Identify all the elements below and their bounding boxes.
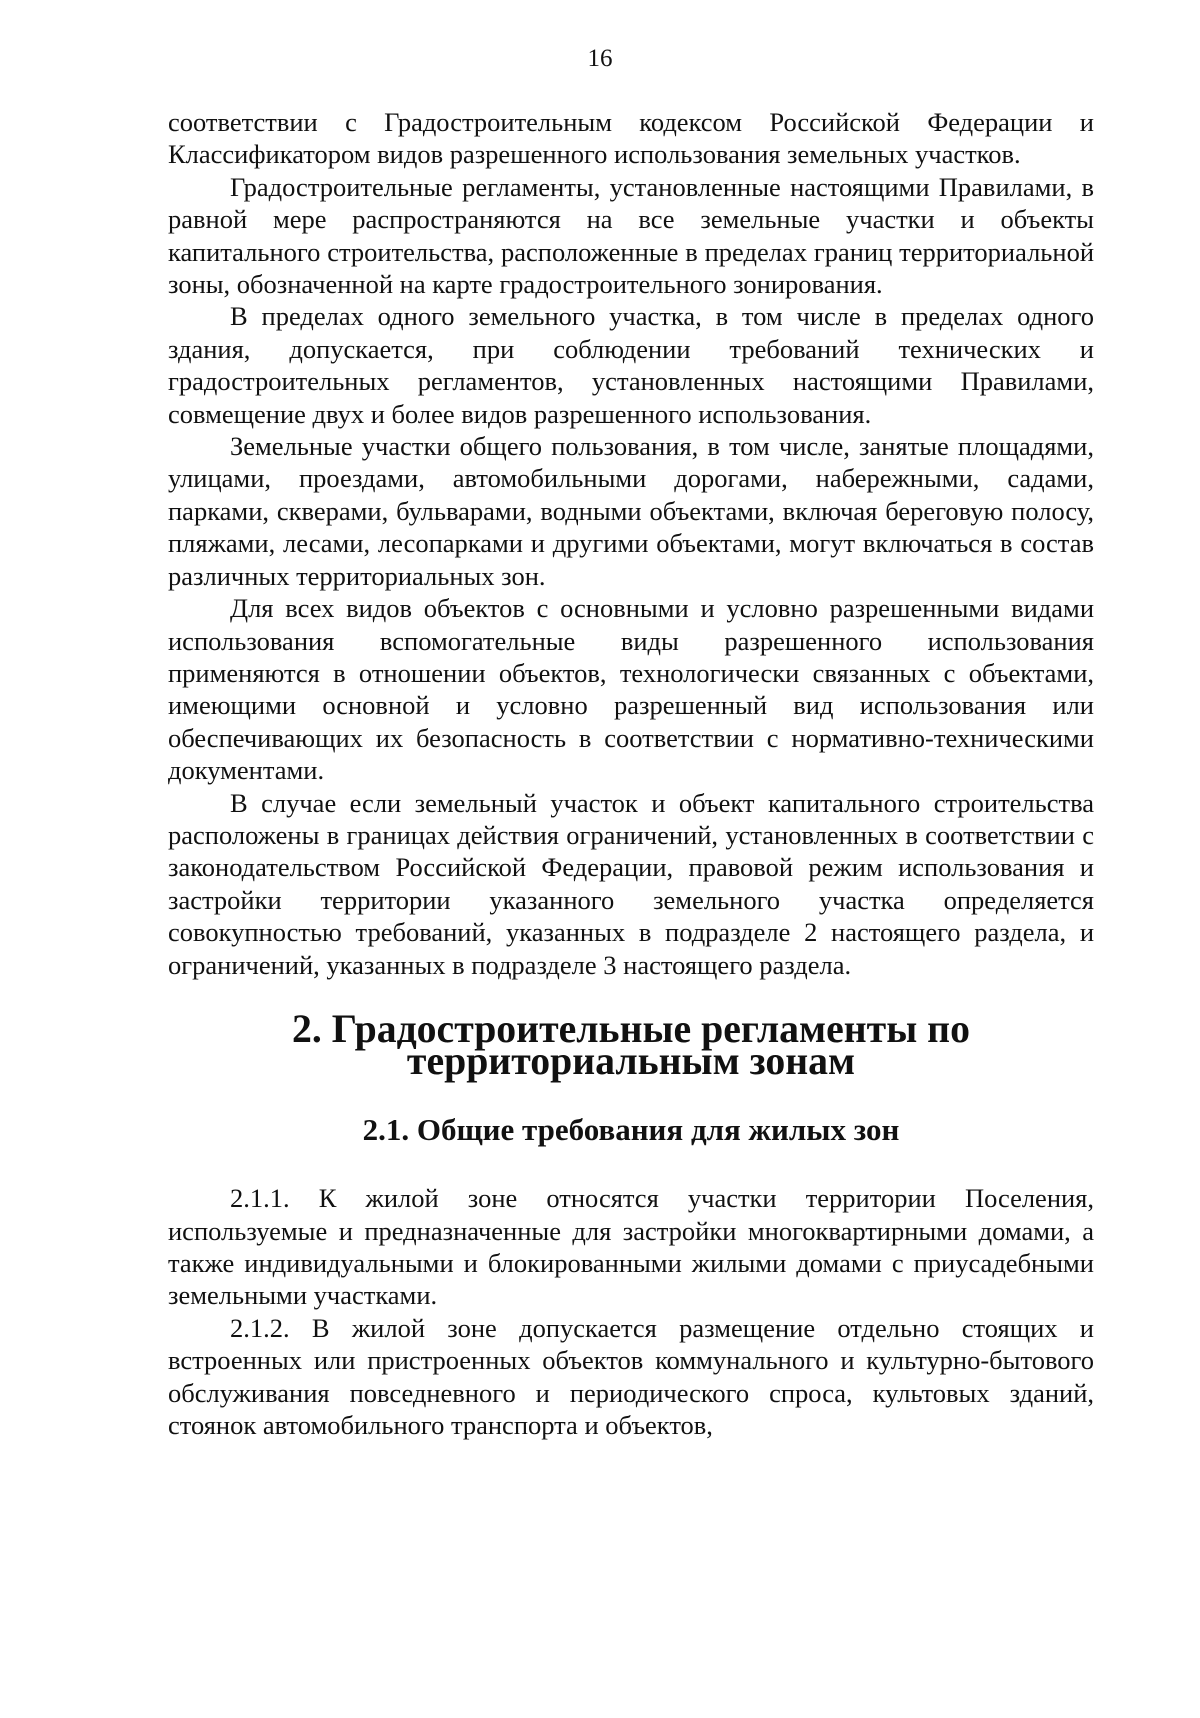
document-body	[168, 106, 1094, 1441]
subsection-heading: 2.1. Общие требования для жилых зон	[362, 1111, 900, 1147]
paragraph: 2.1.1. К жилой зоне относятся участки территории Поселения, используемые и предназначенные для застройки многоквартирными домами, а также индивидуальными и блокированными жилыми домами с приусадебными земельными участками.	[168, 1183, 1094, 1311]
paragraph: Для всех видов объектов с основными и условно разрешенными видами использования вспомогательные виды разрешенного использования применяются в отношении объектов, технологически связанных с объектами, имеющими основной и условно разрешенный вид использования или обеспечивающих их безопасность в соответствии с нормативно-техническими документами.	[168, 593, 1094, 786]
paragraph-continued: соответствии с Градостроительным кодексом Российской Федерации и Классификатором видов разрешенного использования земельных участков.	[168, 107, 1094, 170]
paragraph: В пределах одного земельного участка, в том числе в пределах одного здания, допускается, при соблюдении требований технических и градостроительных регламентов, установленных настоящими Правилами, совмещение двух и более видов разрешенного использования.	[168, 301, 1094, 429]
paragraph: 2.1.2. В жилой зоне допускается размещение отдельно стоящих и встроенных или пристроенных объектов коммунального и культурно-бытового обслуживания повседневного и периодического спроса, культовых зданий, стоянок автомобильного транспорта и объектов,	[168, 1312, 1094, 1441]
section-heading: 2. Градостроительные регламенты по территориальным зонам	[292, 1006, 970, 1084]
paragraph: Градостроительные регламенты, установленные настоящими Правилами, в равной мере распространяются на все земельные участки и объекты капитального строительства, расположенные в пределах границ территориальной зоны, обозначенной на карте градостроительного зонирования.	[168, 171, 1094, 300]
paragraph: В случае если земельный участок и объект капитального строительства расположены в границах действия ограничений, установленных в соответствии с законодательством Российской Федерации, правовой режим использования и застройки территории указанного земельного участка определяется совокупностью требований, указанных в подразделе 2 настоящего раздела, и ограничений, указанных в подразделе 3 настоящего раздела.	[168, 787, 1094, 980]
paragraph: Земельные участки общего пользования, в том числе, занятые площадями, улицами, проездами, автомобильными дорогами, набережными, садами, парками, скверами, бульварами, водными объектами, включая береговую полосу, пляжами, лесами, лесопарками и другими объектами, могут включаться в состав различных территориальных зон.	[168, 431, 1094, 591]
page-number: 16	[587, 45, 613, 72]
